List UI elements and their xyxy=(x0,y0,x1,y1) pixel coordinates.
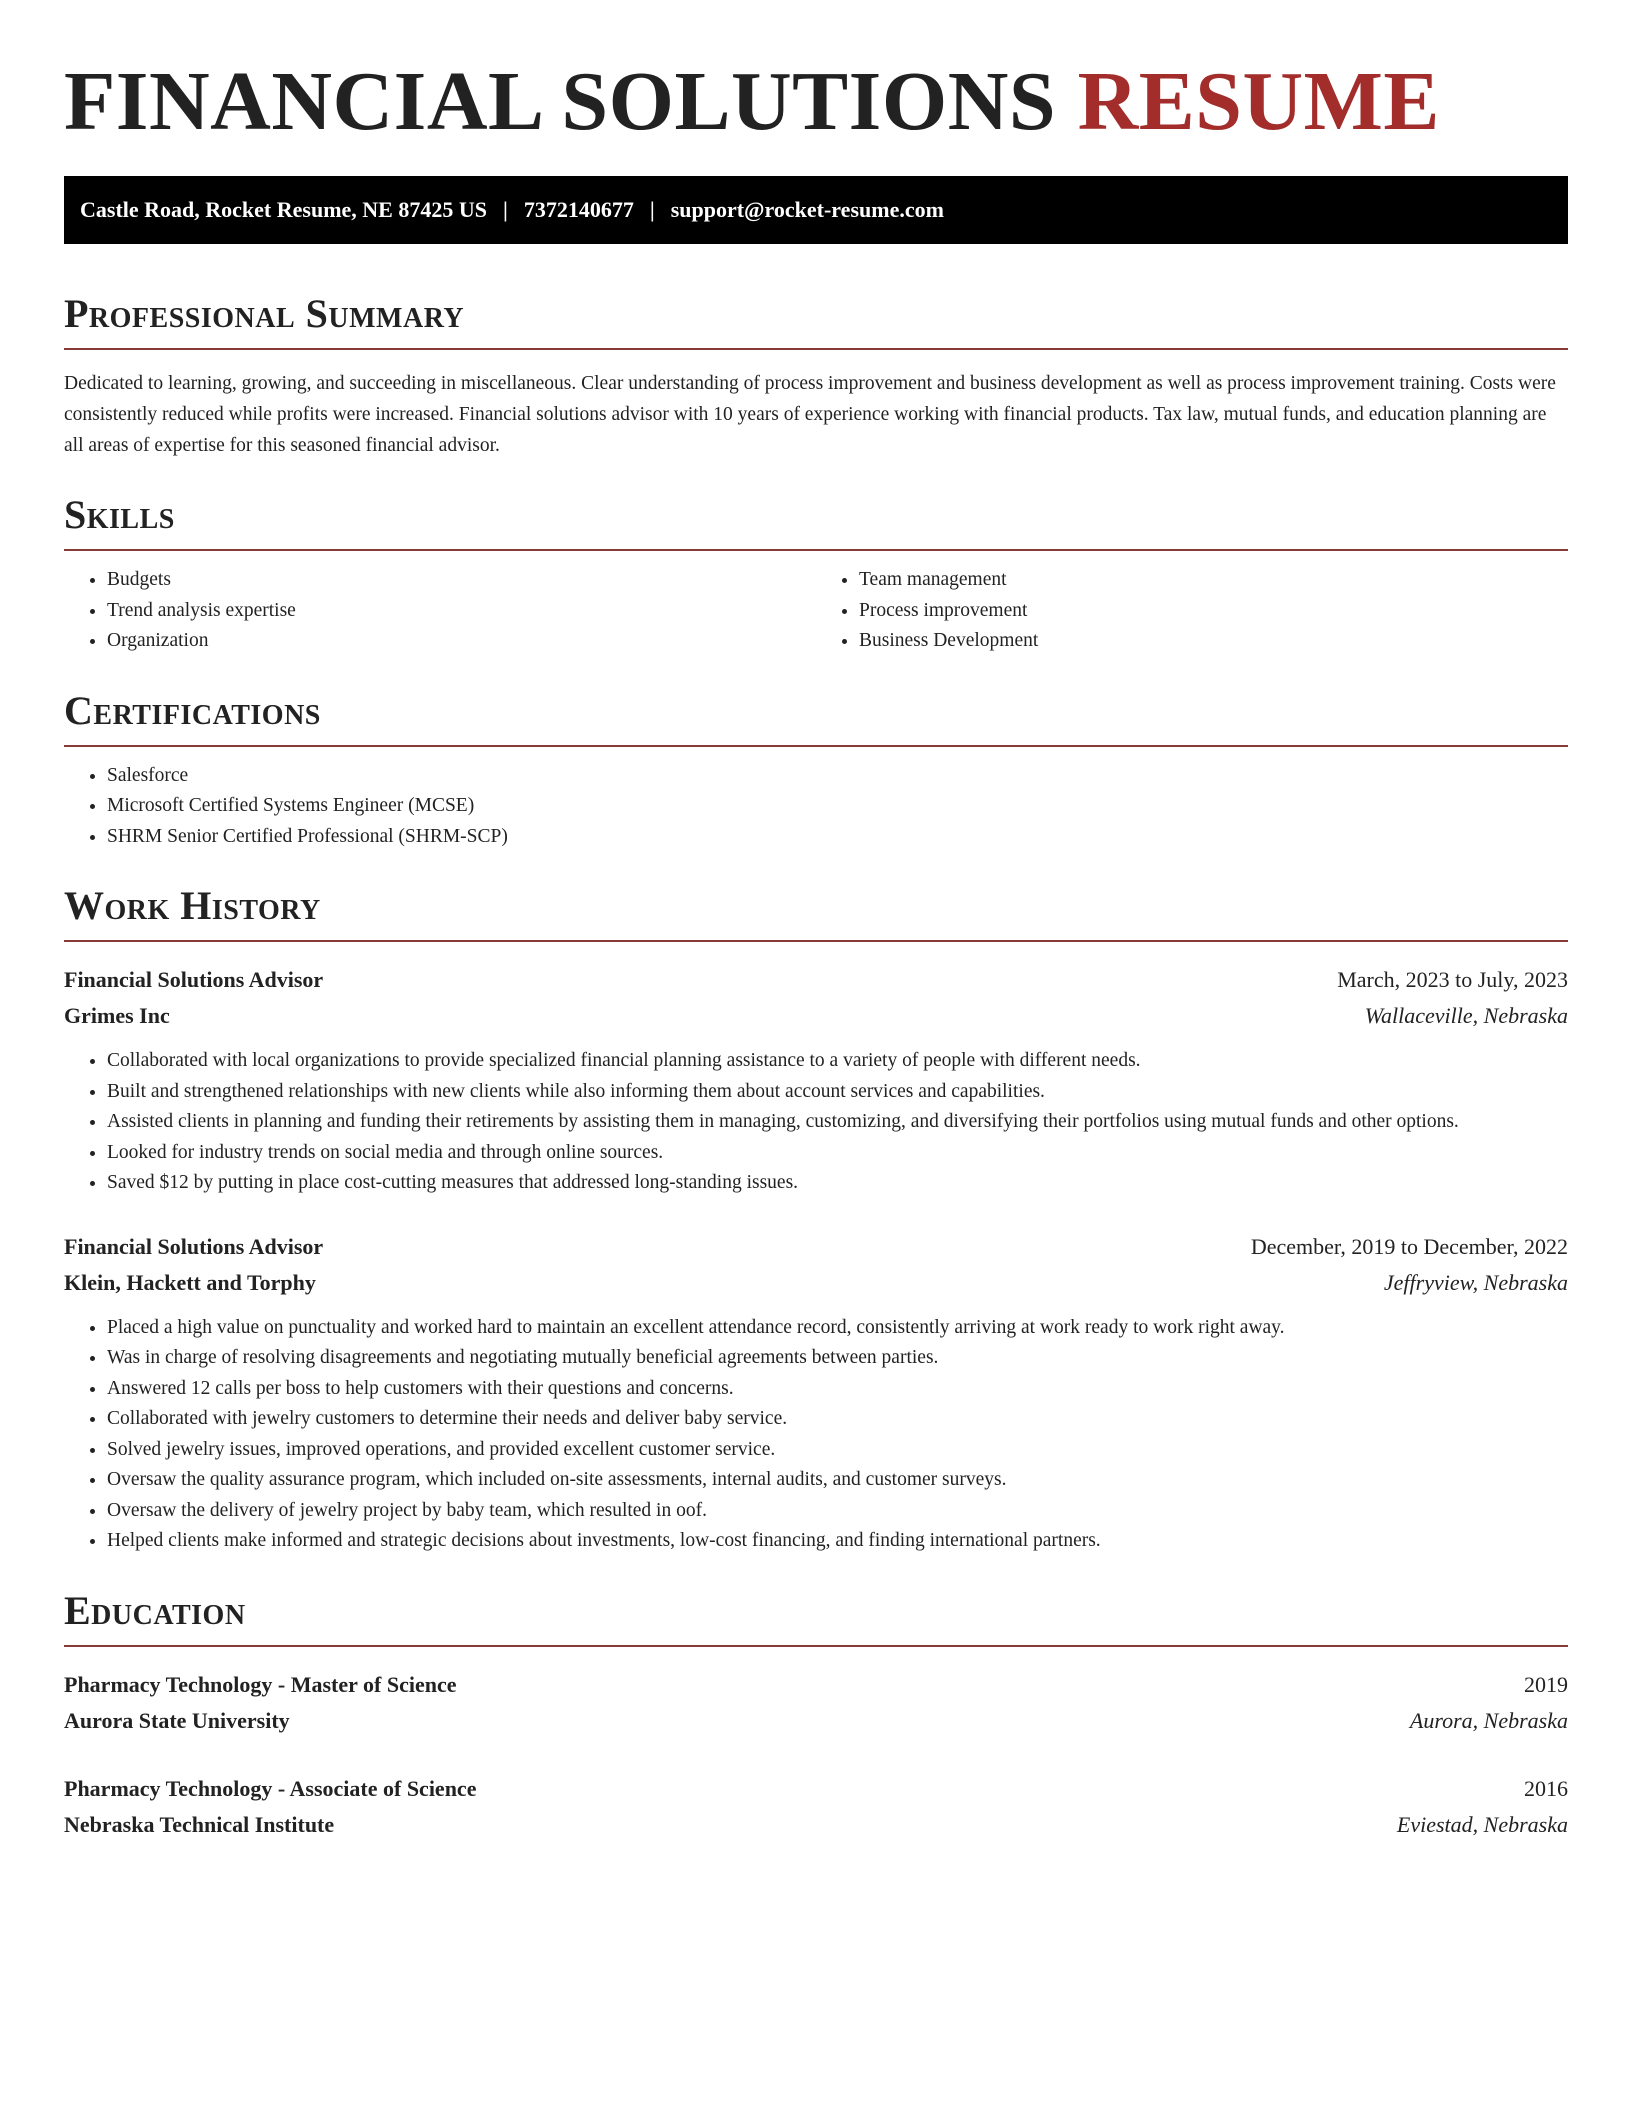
contact-email[interactable]: support@rocket-resume.com xyxy=(670,197,944,222)
duty-item: • Oversaw the quality assurance program, which included on-site assessments, internal audits, and customer surveys. xyxy=(107,1465,1568,1496)
skills-heading: Skills xyxy=(64,495,1568,551)
contact-address: Castle Road, Rocket Resume, NE 87425 US xyxy=(80,197,487,222)
duty-item: • Collaborated with local organizations to provide specialized financial planning assistance to a variety of people with different needs. xyxy=(107,1046,1568,1077)
job-duties xyxy=(64,1313,1568,1557)
job-duties xyxy=(64,1046,1568,1199)
education-section xyxy=(64,1587,1568,1843)
education-year: 2016 xyxy=(1524,1775,1568,1801)
education-degree: Pharmacy Technology - Associate of Science xyxy=(64,1775,477,1801)
duty-item: • Looked for industry trends on social media and through online sources. xyxy=(107,1138,1568,1169)
job-title: Financial Solutions Advisor xyxy=(64,1233,324,1259)
job-company-row xyxy=(64,1265,1568,1301)
education-year: 2019 xyxy=(1524,1671,1568,1697)
skill-item: • Process improvement xyxy=(859,596,1568,627)
contact-bar xyxy=(64,176,1568,244)
contact-separator: | xyxy=(649,197,655,222)
education-school: Aurora State University xyxy=(64,1707,290,1733)
duty-item: • Was in charge of resolving disagreements and negotiating mutually beneficial agreements between parties. xyxy=(107,1343,1568,1374)
duty-item: • Answered 12 calls per boss to help customers with their questions and concerns. xyxy=(107,1374,1568,1405)
skills-grid xyxy=(64,565,1568,657)
job-location: Wallaceville, Nebraska xyxy=(1364,1003,1568,1028)
education-school: Nebraska Technical Institute xyxy=(64,1811,335,1837)
certifications-heading: Certifications xyxy=(64,691,1568,747)
title-main: FINANCIAL SOLUTIONS xyxy=(64,55,1057,148)
skill-item: • Team management xyxy=(859,565,1568,596)
job-entry xyxy=(64,962,1568,1199)
education-heading: Education xyxy=(64,1591,1568,1647)
education-degree-row xyxy=(64,1667,1568,1703)
duty-item: • Solved jewelry issues, improved operations, and provided excellent customer service. xyxy=(107,1435,1568,1466)
job-title: Financial Solutions Advisor xyxy=(64,967,324,992)
duty-item: • Collaborated with jewelry customers to determine their needs and deliver baby service. xyxy=(107,1404,1568,1435)
duty-item: • Built and strengthened relationships with new clients while also informing them about account services and capabilities. xyxy=(107,1077,1568,1108)
job-entry xyxy=(64,1229,1568,1557)
duty-item: • Assisted clients in planning and funding their retirements by assisting them in managing, customizing, and diversifying their portfolios using mutual funds and other options. xyxy=(107,1107,1568,1138)
resume-title xyxy=(64,56,1568,148)
education-location: Eviestad, Nebraska xyxy=(1396,1811,1568,1837)
certification-item: • Salesforce xyxy=(107,761,1568,792)
job-location: Jeffryview, Nebraska xyxy=(1383,1269,1568,1295)
summary-heading: Professional Summary xyxy=(64,294,1568,350)
duty-item: • Helped clients make informed and strategic decisions about investments, low-cost financing, and finding international partners. xyxy=(107,1526,1568,1557)
job-company-row xyxy=(64,998,1568,1034)
education-school-row xyxy=(64,1703,1568,1739)
title-accent: RESUME xyxy=(1077,55,1440,148)
certification-item: • SHRM Senior Certified Professional (SHRM-SCP) xyxy=(107,822,1568,853)
job-header-row xyxy=(64,1229,1568,1265)
education-entry xyxy=(64,1667,1568,1739)
resume-page xyxy=(64,0,1568,1843)
skill-item: • Business Development xyxy=(859,626,1568,657)
education-degree: Pharmacy Technology - Master of Science xyxy=(64,1671,457,1697)
skill-item: • Trend analysis expertise xyxy=(107,596,816,627)
job-company: Klein, Hackett and Torphy xyxy=(64,1269,316,1295)
duty-item: • Saved $12 by putting in place cost-cutting measures that addressed long-standing issues. xyxy=(107,1168,1568,1199)
work-history-heading: Work History xyxy=(64,886,1568,942)
job-header-row xyxy=(64,962,1568,998)
summary-text: Dedicated to learning, growing, and succeeding in miscellaneous. Clear understanding of process improvement and business development as well as process improvement training. Costs were consistently reduced while profits were increased. Financial solutions advisor with 10 years of experience working with financial products. Tax law, mutual funds, and education planning are all areas of expertise for this seasoned financial advisor. xyxy=(64,373,1556,456)
education-degree-row xyxy=(64,1771,1568,1807)
certifications-section xyxy=(64,687,1568,853)
contact-phone[interactable]: 7372140677 xyxy=(523,197,634,222)
job-dates: March, 2023 to July, 2023 xyxy=(1337,967,1568,992)
work-history-section xyxy=(64,883,1568,1557)
duty-item: • Oversaw the delivery of jewelry project by baby team, which resulted in oof. xyxy=(107,1496,1568,1527)
education-entry xyxy=(64,1771,1568,1843)
skills-section xyxy=(64,492,1568,657)
summary-section xyxy=(64,291,1568,461)
skills-list-right xyxy=(816,565,1568,657)
skill-item: • Budgets xyxy=(107,565,816,596)
education-school-row xyxy=(64,1807,1568,1843)
duty-item: • Placed a high value on punctuality and worked hard to maintain an excellent attendance record, consistently arriving at work ready to work right away. xyxy=(107,1313,1568,1344)
education-location: Aurora, Nebraska xyxy=(1409,1707,1568,1733)
skill-item: • Organization xyxy=(107,626,816,657)
job-dates: December, 2019 to December, 2022 xyxy=(1250,1233,1568,1259)
contact-separator: | xyxy=(502,197,508,222)
certifications-list xyxy=(64,761,1568,853)
certification-item: • Microsoft Certified Systems Engineer (MCSE) xyxy=(107,791,1568,822)
job-company: Grimes Inc xyxy=(64,1003,170,1028)
skills-list-left xyxy=(64,565,816,657)
